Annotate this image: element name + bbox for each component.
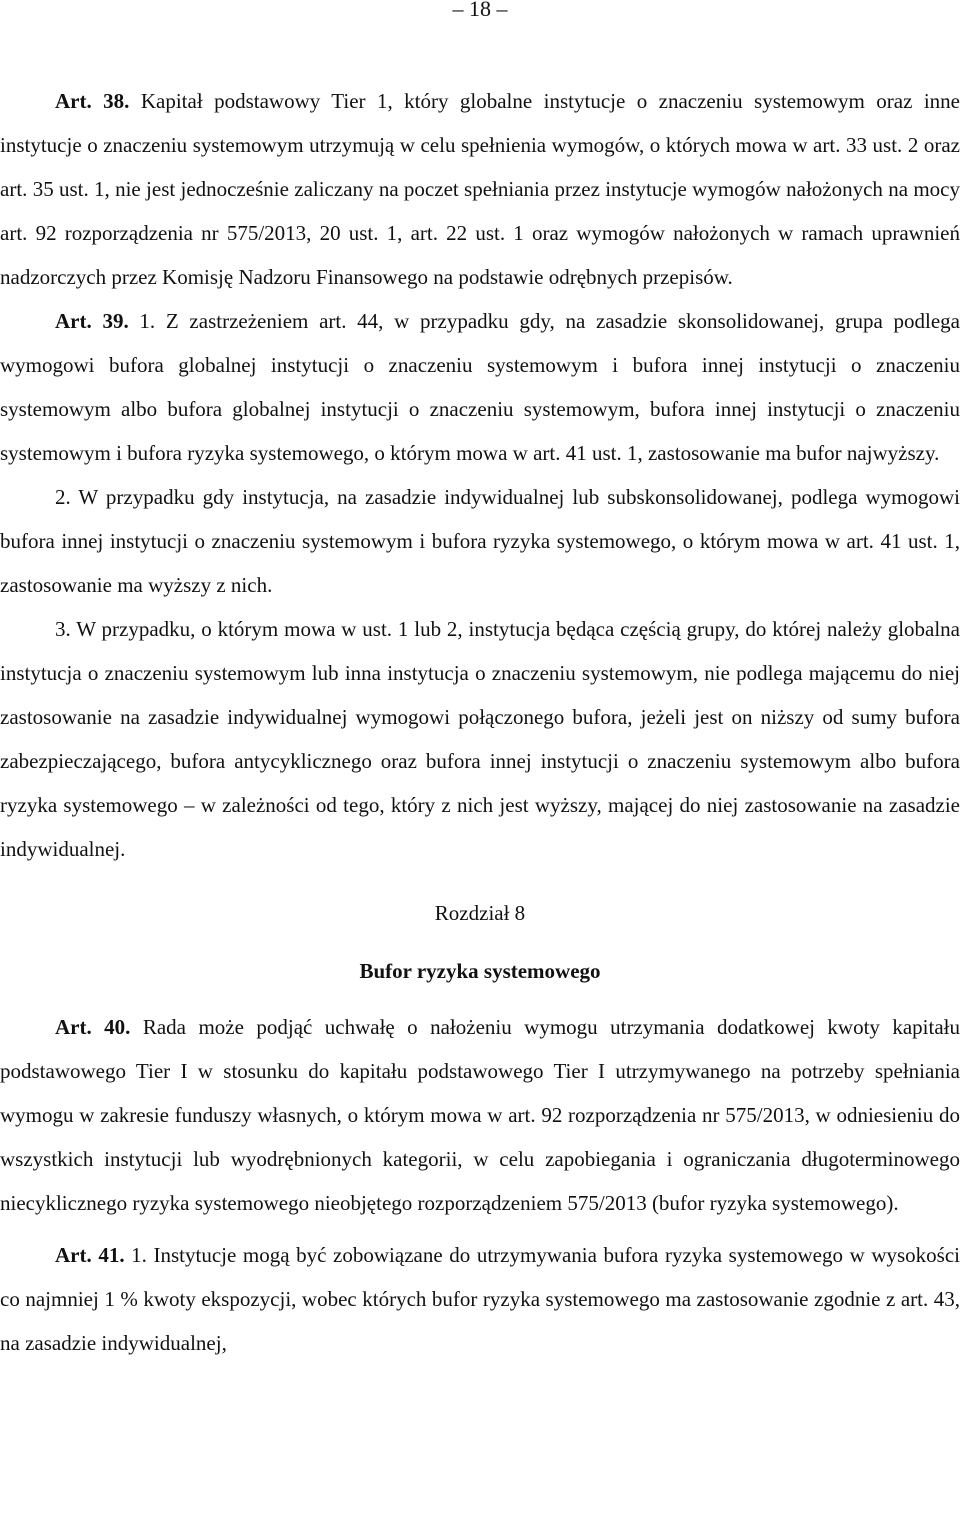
article-38-label: Art. 38. [55,89,130,113]
chapter-title: Bufor ryzyka systemowego [359,959,601,983]
article-41 [0,1233,960,1365]
page-number: – 18 – [452,0,508,21]
article-40-label: Art. 40. [55,1015,131,1039]
article-40 [0,1005,960,1225]
article-38-text: Kapitał podstawowy Tier 1, który globalne instytucje o znaczeniu systemowym oraz inne instytucje o znaczeniu systemowym utrzymują w celu spełnienia wymogów, o których mowa w art. 33 ust. 2 oraz art. 35 ust. 1, nie jest jednocześnie zaliczany na poczet spełniania przez instytucje wymogów nałożonych na mocy art. 92 rozporządzenia nr 575/2013, 20 ust. 1, art. 22 ust. 1 oraz wymogów nałożonych w ramach uprawnień nadzorczych przez Komisję Nadzoru Finansowego na podstawie odrębnych przepisów. [0,89,960,289]
article-38 [0,79,960,299]
article-40-text: Rada może podjąć uchwałę o nałożeniu wymogu utrzymania dodatkowej kwoty kapitału podstawowego Tier I w stosunku do kapitału podstawowego Tier I utrzymywanego na potrzeby spełniania wymogu w zakresie funduszy własnych, o którym mowa w art. 92 rozporządzenia nr 575/2013, w odniesieniu do wszystkich instytucji lub wyodrębnionych kategorii, w celu zapobiegania i ograniczania długoterminowego niecyklicznego ryzyka systemowego nieobjętego rozporządzeniem 575/2013 (bufor ryzyka systemowego). [0,1015,960,1215]
article-41-text: 1. Instytucje mogą być zobowiązane do utrzymywania bufora ryzyka systemowego w wysokości co najmniej 1 % kwoty ekspozycji, wobec których bufor ryzyka systemowego ma zastosowanie zgodnie z art. 43, na zasadzie indywidualnej, [0,1243,960,1355]
chapter-number: Rozdział 8 [434,901,526,925]
article-39-paragraph-1 [0,299,960,475]
article-39-p1-text: 1. Z zastrzeżeniem art. 44, w przypadku gdy, na zasadzie skonsolidowanej, grupa podlega wymogowi bufora globalnej instytucji o znaczeniu systemowym i bufora innej instytucji o znaczeniu systemowym albo bufora globalnej instytucji o znaczeniu systemowym, bufora innej instytucji o znaczeniu systemowym i bufora ryzyka systemowego, o którym mowa w art. 41 ust. 1, zastosowanie ma bufor najwyższy. [0,309,960,465]
article-39-paragraph-3: 3. W przypadku, o którym mowa w ust. 1 lub 2, instytucja będąca częścią grupy, do której należy globalna instytucja o znaczeniu systemowym lub inna instytucja o znaczeniu systemowym, nie podlega mającemu do niej zastosowanie na zasadzie indywidualnej wymogowi połączonego bufora, jeżeli jest on niższy od sumy bufora zabezpieczającego, bufora antycyklicznego oraz bufora innej instytucji o znaczeniu systemowym albo bufora ryzyka systemowego – w zależności od tego, który z nich jest wyższy, mającej do niej zastosowanie na zasadzie indywidualnej. [0,617,960,861]
article-39-label: Art. 39. [55,309,129,333]
article-39-paragraph-2: 2. W przypadku gdy instytucja, na zasadzie indywidualnej lub subskonsolidowanej, podlega wymogowi bufora innej instytucji o znaczeniu systemowym i bufora ryzyka systemowego, o którym mowa w art. 41 ust. 1, zastosowanie ma wyższy z nich. [0,485,960,597]
document-body [0,79,960,1365]
article-41-label: Art. 41. [55,1243,125,1267]
